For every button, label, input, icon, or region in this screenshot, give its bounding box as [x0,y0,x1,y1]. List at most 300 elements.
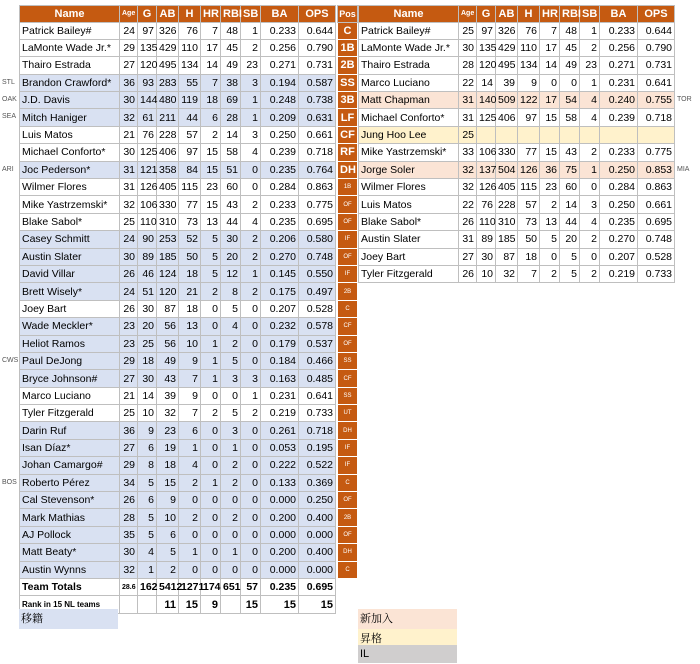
cell-name: Mike Yastrzemski* [20,196,120,213]
cell-name: Mike Yastrzemski* [359,144,459,161]
cell-hr: 0 [201,561,221,578]
cell-sb: 4 [580,109,600,126]
cell-name: Austin Slater [20,248,120,265]
cell-age: 25 [459,126,477,143]
cell-h: 50 [518,231,540,248]
cell-name: Marco Luciano [359,74,459,91]
cell-ab: 39 [496,74,518,91]
cell-ab: 228 [157,126,179,143]
cell-g: 110 [138,213,157,230]
cell-hr: 2 [201,283,221,300]
position-badge: 2B [338,57,358,74]
position-badge: 2B [338,283,358,300]
cell-age: 30 [120,248,138,265]
cell-h: 110 [179,39,201,56]
position-badge: OF [338,335,358,352]
cell-age: 27 [120,57,138,74]
cell-name: Mitch Haniger [20,109,120,126]
col-header-name: Name [20,6,120,23]
cell-name: Austin Wynns [20,561,120,578]
cell-hr: 17 [201,39,221,56]
cell-sb: 0 [580,248,600,265]
cell-rbi: 3 [221,422,241,439]
cell-name: Paul DeJong [20,352,120,369]
cell-age: 31 [120,161,138,178]
cell-ops: 0.641 [638,74,675,91]
cell-age: 32 [120,561,138,578]
cell-sb: 3 [241,126,261,143]
cell-ba: 0.233 [600,22,638,39]
cell-ab: 330 [496,144,518,161]
table-row [359,92,675,109]
position-badge: IF [338,439,358,456]
cell-h: 7 [518,265,540,282]
table-row [359,265,675,282]
cell-h [518,126,540,143]
table-row [359,231,675,248]
table-row [20,405,336,422]
right-header-row [359,6,675,23]
table-row [359,22,675,39]
table-row [20,387,336,404]
cell-g: 89 [138,248,157,265]
cell-g: 144 [138,92,157,109]
cell-name: Matt Chapman [359,92,459,109]
cell-ab: 406 [157,144,179,161]
cell-ops: 0.550 [299,265,336,282]
cell-hr: 1 [201,352,221,369]
cell-ba: 0.163 [261,370,299,387]
cell-hr: 0 [201,544,221,561]
cell-ba: 0.145 [261,265,299,282]
cell-ba: 0.271 [261,57,299,74]
cell-ops: 0.755 [638,92,675,109]
col-header-rbi: RBI [560,6,580,23]
cell-rbi: 44 [560,213,580,230]
cell-age: 26 [120,265,138,282]
cell-ba: 0.250 [600,196,638,213]
cell-ab: 495 [157,57,179,74]
cell-ba: 0.184 [261,352,299,369]
col-header-ba: BA [261,6,299,23]
position-badge: 1B [338,179,358,196]
col-header-sb: SB [241,6,261,23]
cell-name: Joc Pederson* [20,161,120,178]
cell-g: 14 [477,74,496,91]
cell-hr: 9 [201,596,221,613]
cell-ops: 15 [299,596,336,613]
cell-ab: 87 [157,300,179,317]
cell-g: 10 [138,405,157,422]
cell-g: 97 [138,22,157,39]
cell-name: Joey Bart [20,300,120,317]
cell-age: 26 [120,492,138,509]
col-header-g: G [138,6,157,23]
position-badge: 1B [338,39,358,56]
cell-rbi: 14 [221,126,241,143]
cell-g: 120 [138,57,157,74]
cell-h: 84 [179,161,201,178]
table-row [20,457,336,474]
cell-age: 27 [120,370,138,387]
cell-label: Team Totals [20,579,120,596]
cell-rbi: 0 [221,561,241,578]
cell-ba [600,126,638,143]
legend-transfer: 移籍 [19,609,118,629]
cell-ops: 0.748 [299,248,336,265]
cell-age: 36 [120,74,138,91]
cell-sb: 1 [580,74,600,91]
cell-sb: 4 [580,213,600,230]
cell-age: 29 [120,457,138,474]
cell-hr: 2 [201,405,221,422]
table-row [20,161,336,178]
cell-hr: 0 [201,422,221,439]
cell-age: 22 [459,74,477,91]
cell-hr [540,126,560,143]
cell-g: 126 [138,179,157,196]
cell-hr: 13 [201,213,221,230]
cell-ba: 0.207 [600,248,638,265]
cell-ops: 0.195 [299,439,336,456]
col-header-age: Age [120,6,138,23]
cell-ops: 0.250 [299,492,336,509]
cell-age: 23 [120,318,138,335]
cell-ba: 0.200 [261,544,299,561]
position-badge: UT [338,405,358,422]
cell-g: 135 [477,39,496,56]
cell-hr: 2 [540,196,560,213]
position-badge: CF [338,126,358,143]
cell-sb: 23 [241,57,261,74]
cell-sb: 23 [580,57,600,74]
cell-rbi: 3 [221,370,241,387]
cell-hr: 5 [201,231,221,248]
cell-ops: 0.466 [299,352,336,369]
cell-g: 10 [477,265,496,282]
cell-ba: 0.209 [261,109,299,126]
cell-h: 0 [179,492,201,509]
cell-g [138,596,157,613]
cell-hr: 23 [201,179,221,196]
table-row [359,144,675,161]
cell-h: 7 [179,370,201,387]
cell-h: 126 [518,161,540,178]
table-row [20,509,336,526]
cell-rbi: 44 [221,213,241,230]
cell-ab: 310 [157,213,179,230]
cell-ops: 0.733 [638,265,675,282]
cell-g: 90 [138,231,157,248]
cell-age: 26 [120,300,138,317]
cell-ops: 0.522 [299,457,336,474]
cell-sb: 0 [241,544,261,561]
cell-g: 120 [477,57,496,74]
cell-ab: 358 [157,161,179,178]
cell-name: Patrick Bailey# [20,22,120,39]
table-row [359,213,675,230]
cell-h: 77 [179,196,201,213]
cell-h: 57 [518,196,540,213]
col-header-ab: AB [496,6,518,23]
legend-il: IL [358,645,457,663]
cell-ab: 495 [496,57,518,74]
cell-age: 28 [120,509,138,526]
cell-name: Jung Hoo Lee [359,126,459,143]
cell-age: 32 [120,109,138,126]
cell-rbi: 8 [221,283,241,300]
former-team-label: SEA [2,113,17,121]
table-row [20,144,336,161]
cell-ops: 0.718 [638,109,675,126]
cell-g: 106 [138,196,157,213]
cell-g: 135 [138,39,157,56]
cell-ba: 0.270 [600,231,638,248]
cell-rbi: 2 [221,457,241,474]
cell-rbi: 69 [221,92,241,109]
cell-rbi: 48 [560,22,580,39]
cell-ba: 0.250 [600,161,638,178]
cell-sb: 0 [241,161,261,178]
cell-name: Mark Mathias [20,509,120,526]
cell-sb: 4 [241,144,261,161]
cell-age: 31 [459,109,477,126]
cell-name: Isan Díaz* [20,439,120,456]
cell-ab: 185 [157,248,179,265]
cell-age: 24 [120,22,138,39]
cell-g: 30 [138,370,157,387]
cell-ba: 0.179 [261,335,299,352]
table-row [359,39,675,56]
cell-rbi: 58 [560,109,580,126]
cell-rbi: 14 [560,196,580,213]
cell-rbi: 4 [221,318,241,335]
former-team-label: TOR [677,96,692,103]
cell-name: Blake Sabol* [359,213,459,230]
cell-ba: 0.206 [261,231,299,248]
col-header-ops: OPS [638,6,675,23]
cell-g: 18 [138,352,157,369]
cell-rbi: 60 [560,179,580,196]
cell-rbi: 48 [221,22,241,39]
cell-sb: 1 [580,22,600,39]
cell-sb: 2 [241,283,261,300]
cell-ab: 10 [157,509,179,526]
cell-hr: 7 [540,22,560,39]
cell-sb: 3 [580,196,600,213]
cell-sb: 15 [241,596,261,613]
cell-age: 25 [120,405,138,422]
position-badge: DH [338,544,358,561]
former-team-label: STL [2,78,15,86]
cell-rbi: 0 [221,492,241,509]
cell-g: 162 [138,579,157,596]
cell-ops: 0.731 [638,57,675,74]
cell-rbi: 1 [221,544,241,561]
cell-ops: 0.695 [638,213,675,230]
cell-ba: 0.270 [261,248,299,265]
cell-age: 33 [459,144,477,161]
cell-ops: 0.400 [299,509,336,526]
cell-sb: 0 [241,318,261,335]
cell-h: 15 [179,596,201,613]
cell-h: 97 [179,144,201,161]
cell-h: 1 [179,439,201,456]
cell-ab: 2 [157,561,179,578]
cell-ab: 87 [496,248,518,265]
cell-ab: 326 [157,22,179,39]
cell-rbi: 43 [221,196,241,213]
cell-hr: 15 [540,109,560,126]
cell-age: 29 [120,352,138,369]
cell-name: Wade Meckler* [20,318,120,335]
position-badge: C [338,22,358,39]
table-row [359,57,675,74]
cell-ba: 0.239 [600,109,638,126]
cell-age: 24 [120,283,138,300]
cell-h: 44 [179,109,201,126]
cell-ba: 0.000 [261,492,299,509]
cell-hr: 2 [201,126,221,143]
table-row [20,318,336,335]
cell-hr: 0 [201,387,221,404]
cell-hr: 5 [201,265,221,282]
cell-g: 20 [138,318,157,335]
cell-sb: 2 [580,39,600,56]
cell-ops: 0.578 [299,318,336,335]
cell-ba: 0.000 [261,526,299,543]
cell-h: 6 [179,422,201,439]
cell-age: 30 [120,92,138,109]
cell-ba: 15 [261,596,299,613]
cell-age: 26 [459,213,477,230]
cell-ab: 9 [157,492,179,509]
cell-h: 18 [179,265,201,282]
cell-h: 97 [518,109,540,126]
cell-hr: 14 [540,57,560,74]
cell-g: 5 [138,474,157,491]
cell-hr: 18 [201,92,221,109]
cell-ba: 0.207 [261,300,299,317]
cell-ba: 0.232 [261,318,299,335]
table-row [20,474,336,491]
cell-name: Darin Ruf [20,422,120,439]
cell-ops: 0.661 [638,196,675,213]
cell-ba: 0.256 [600,39,638,56]
cell-rbi: 54 [560,92,580,109]
cell-ab: 6 [157,526,179,543]
cell-rbi: 5 [221,352,241,369]
legend-new: 新加入 [358,609,457,629]
col-header-age: Age [459,6,477,23]
cell-rbi: 20 [221,248,241,265]
cell-ba: 0.231 [261,387,299,404]
cell-ops: 0.641 [299,387,336,404]
col-header-hr: HR [201,6,221,23]
cell-rbi: 5 [560,265,580,282]
cell-g [477,126,496,143]
table-row [20,283,336,300]
cell-ops: 0.644 [299,22,336,39]
cell-h: 77 [518,144,540,161]
table-row [20,231,336,248]
cell-name: Brandon Crawford* [20,74,120,91]
cell-ba: 0.133 [261,474,299,491]
cell-hr: 5 [201,248,221,265]
table-row [20,126,336,143]
table-row [359,196,675,213]
cell-h: 119 [179,92,201,109]
cell-sb: 0 [241,474,261,491]
cell-ab: 23 [157,422,179,439]
cell-ab: 185 [496,231,518,248]
cell-sb: 2 [241,405,261,422]
cell-g: 8 [138,457,157,474]
position-badge: OF [338,526,358,543]
table-row [359,248,675,265]
table-row [20,561,336,578]
cell-h: 115 [518,179,540,196]
cell-age: 27 [459,248,477,265]
cell-ops: 0.790 [299,39,336,56]
cell-name: Patrick Bailey# [359,22,459,39]
left-roster-table [19,5,336,614]
cell-age: 26 [459,265,477,282]
cell-hr: 2 [540,265,560,282]
former-team-label: ARI [2,165,14,173]
cell-ba: 0.235 [261,213,299,230]
table-row [20,370,336,387]
cell-h: 134 [179,57,201,74]
cell-g: 5 [138,526,157,543]
cell-ab: 11 [157,596,179,613]
cell-ops: 0.369 [299,474,336,491]
cell-age: 31 [459,92,477,109]
cell-h: 76 [179,22,201,39]
cell-ab: 228 [496,196,518,213]
position-badge: SS [338,74,358,91]
cell-g: 76 [477,196,496,213]
cell-name: Roberto Pérez [20,474,120,491]
cell-g: 106 [477,144,496,161]
cell-age: 25 [459,22,477,39]
cell-g: 30 [138,300,157,317]
right-roster-table [358,5,675,283]
cell-ab: 504 [496,161,518,178]
cell-rbi: 2 [221,335,241,352]
cell-ba: 0.200 [261,509,299,526]
col-header-g: G [477,6,496,23]
cell-ops: 0.733 [299,405,336,422]
legend-promo: 昇格 [358,629,457,649]
table-row [359,126,675,143]
cell-sb [580,126,600,143]
position-badge: DH [338,422,358,439]
cell-hr: 36 [540,161,560,178]
cell-h: 4 [179,457,201,474]
cell-g: 93 [138,74,157,91]
cell-rbi: 0 [221,387,241,404]
cell-h: 18 [179,300,201,317]
col-header-ba: BA [600,6,638,23]
cell-name: Cal Stevenson* [20,492,120,509]
cell-ba: 0.250 [261,126,299,143]
cell-age: 32 [120,196,138,213]
position-badge: IF [338,457,358,474]
position-badge: C [338,474,358,491]
col-header-ab: AB [157,6,179,23]
cell-sb: 3 [241,74,261,91]
